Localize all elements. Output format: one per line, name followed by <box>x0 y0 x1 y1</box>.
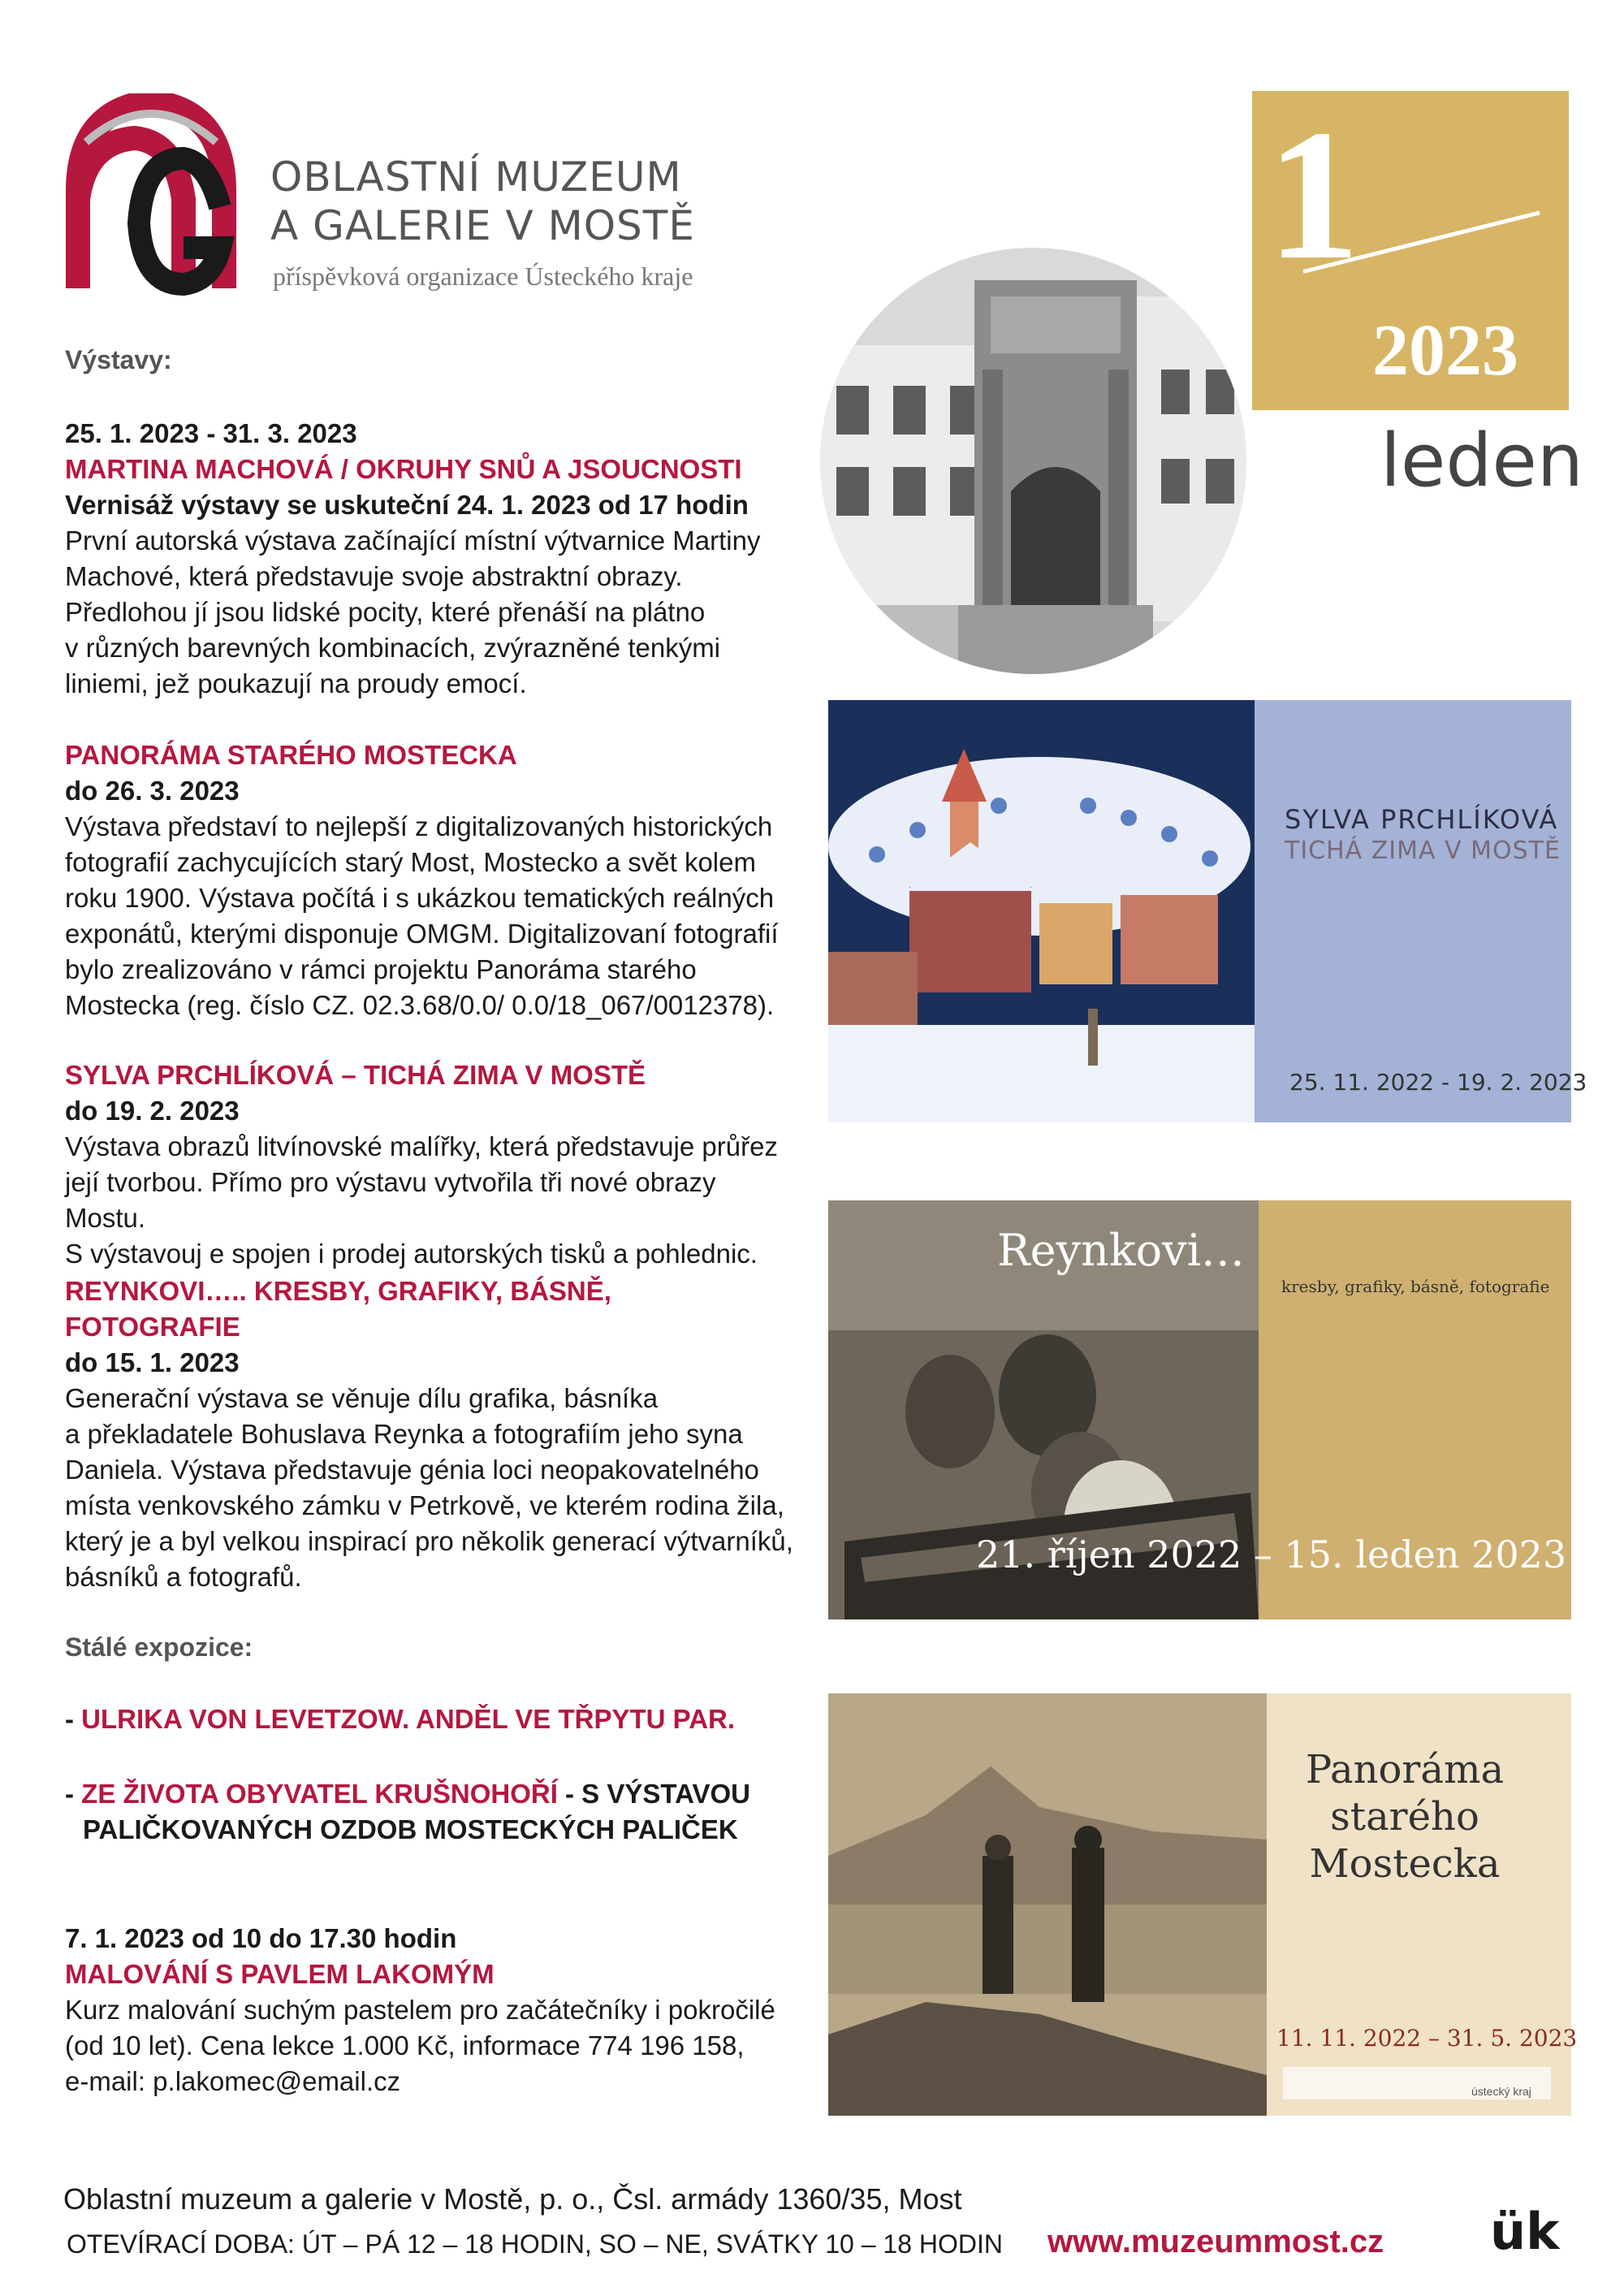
event-date: 7. 1. 2023 od 10 do 17.30 hodin <box>65 1923 457 1953</box>
exhibition-title: MARTINA MACHOVÁ / OKRUHY SNŮ A JSOUCNOSTI <box>65 454 742 484</box>
org-name-line2: A GALERIE V MOSTĚ <box>270 202 695 249</box>
poster-reynek-dates: 21. říjen 2022 – 15. leden 2023 <box>976 1533 1567 1576</box>
footer-hours: OTEVÍRACÍ DOBA: ÚT – PÁ 12 – 18 HODIN, SO – NE, SVÁTKY 10 – 18 HODIN <box>67 2229 1003 2259</box>
exhibition-desc-line: liniemi, jež poukazují na proudy emocí. <box>65 668 527 698</box>
exhibition-panorama <box>65 737 796 1023</box>
poster-winter-dates: 25. 11. 2022 - 19. 2. 2023 <box>1289 1069 1587 1096</box>
exhibition-desc-line: Daniela. Výstava představuje génia loci neopakovatelného <box>65 1455 759 1485</box>
issue-month: leden <box>1380 418 1583 504</box>
event-desc-line: (od 10 let). Cena lekce 1.000 Kč, informace 774 196 158, <box>65 2030 745 2060</box>
exhibition-date: do 26. 3. 2023 <box>65 776 240 806</box>
exhibition-title: SYLVA PRCHLÍKOVÁ – TICHÁ ZIMA V MOSTĚ <box>65 1060 646 1090</box>
permanent-item-suffix: - S VÝSTAVOU <box>557 1779 750 1809</box>
exhibition-desc-line: básníků a fotografů. <box>65 1562 302 1592</box>
exhibition-desc-line: Mostecka (reg. číslo CZ. 02.3.68/0.0/ 0.0/18_067/0012378). <box>65 990 775 1020</box>
exhibition-desc-line: exponátů, kterými disponuje OMGM. Digitalizovaní fotografií <box>65 919 779 949</box>
exhibition-desc-line: v různých barevných kombinacích, zvýrazněné tenkými <box>65 633 721 663</box>
exhibition-date: 25. 1. 2023 - 31. 3. 2023 <box>65 418 357 448</box>
poster-winter-artist: SYLVA PRCHLÍKOVÁ <box>1285 804 1559 835</box>
poster-reynek-subtitle: kresby, grafiky, básně, fotografie <box>1281 1277 1550 1296</box>
poster-reynek-title: Reynkovi… <box>997 1225 1245 1276</box>
event-desc-line: e-mail: p.lakomec@email.cz <box>65 2066 401 2096</box>
region-logo-text: ük <box>1490 2202 1560 2261</box>
permanent-label: Stálé expozice: <box>65 1632 253 1662</box>
permanent-item-krusnohori <box>65 1776 796 1848</box>
issue-year: 2023 <box>1372 310 1518 391</box>
exhibition-desc-line: a překladatele Bohuslava Reynka a fotografiím jeho syna <box>65 1419 743 1449</box>
exhibition-title: FOTOGRAFIE <box>65 1312 240 1342</box>
exhibition-prchlikova <box>65 1057 796 1272</box>
poster-panorama-dates: 11. 11. 2022 – 31. 5. 2023 <box>1276 2025 1578 2052</box>
poster-panorama-region: ústecký kraj <box>1471 2085 1531 2098</box>
exhibition-desc-line: fotografií zachycujících starý Most, Mostecko a svět kolem <box>65 847 756 877</box>
bullet-dash: - <box>65 1779 82 1809</box>
poster-winter-title: TICHÁ ZIMA V MOSTĚ <box>1285 837 1561 865</box>
event-title: MALOVÁNÍ S PAVLEM LAKOMÝM <box>65 1959 495 1989</box>
exhibition-machova <box>65 416 796 702</box>
exhibition-desc-line: Výstava obrazů litvínovské malířky, která představuje průřez <box>65 1131 778 1161</box>
permanent-item-line2: PALIČKOVANÝCH OZDOB MOSTECKÝCH PALIČEK <box>83 1814 738 1844</box>
org-subtitle: příspěvková organizace Ústeckého kraje <box>273 262 693 291</box>
exhibition-desc-line: její tvorbou. Přímo pro výstavu vytvořila tři nové obrazy Mostu. <box>65 1167 716 1233</box>
exhibition-desc-line: Machové, která představuje svoje abstraktní obrazy. <box>65 561 683 591</box>
exhibitions-label: Výstavy: <box>65 345 172 374</box>
permanent-item-text: ULRIKA VON LEVETZOW. ANDĚL VE TŘPYTU PAR. <box>81 1704 736 1734</box>
permanent-item-text: ZE ŽIVOTA OBYVATEL KRUŠNOHOŘÍ <box>81 1779 558 1809</box>
exhibition-desc-line: který je a byl velkou inspirací pro několik generací výtvarníků, <box>65 1526 793 1556</box>
org-name-line1: OBLASTNÍ MUZEUM <box>270 153 682 201</box>
exhibition-desc-line: S výstavouj e spojen i prodej autorských tisků a pohlednic. <box>65 1239 758 1269</box>
museum-logo-icon <box>62 93 240 296</box>
poster-panorama-title: Panoráma starého Mostecka <box>1305 1747 1505 1887</box>
exhibition-title: PANORÁMA STARÉHO MOSTECKA <box>65 740 517 770</box>
exhibition-desc-line: Generační výstava se věnuje dílu grafika, básníka <box>65 1383 659 1413</box>
bullet-dash: - <box>65 1704 82 1734</box>
event-painting <box>65 1921 796 2099</box>
website-link[interactable]: www.muzeummost.cz <box>1047 2224 1384 2259</box>
exhibition-reynek <box>65 1273 796 1595</box>
poster-winter <box>828 700 1571 1122</box>
issue-number: 1 <box>1267 91 1360 298</box>
exhibition-desc-line: místa venkovského zámku v Petrkově, ve kterém rodina žila, <box>65 1490 784 1520</box>
exhibition-desc-line: bylo zrealizováno v rámci projektu Panoráma starého <box>65 954 697 984</box>
region-logo-icon <box>1490 2202 1571 2261</box>
event-desc-line: Kurz malování suchým pastelem pro začátečníky i pokročilé <box>65 1995 775 2025</box>
exhibition-desc-line: Výstava představí to nejlepší z digitalizovaných historických <box>65 811 773 841</box>
permanent-item-levetzow <box>65 1701 796 1737</box>
museum-building-photo <box>820 248 1246 674</box>
exhibition-date: do 15. 1. 2023 <box>65 1347 240 1377</box>
footer-address: Oblastní muzeum a galerie v Mostě, p. o., Čsl. armády 1360/35, Most <box>63 2182 962 2216</box>
exhibition-title: REYNKOVI….. KRESBY, GRAFIKY, BÁSNĚ, <box>65 1276 611 1306</box>
exhibition-desc-line: roku 1900. Výstava počítá i s ukázkou tematických reálných <box>65 883 775 913</box>
exhibition-desc-line: Předlohou jí jsou lidské pocity, které přenáší na plátno <box>65 597 706 627</box>
exhibition-date: do 19. 2. 2023 <box>65 1096 240 1126</box>
exhibition-desc-line: První autorská výstava začínající místní výtvarnice Martiny <box>65 525 761 556</box>
exhibition-vernissage: Vernisáž výstavy se uskuteční 24. 1. 2023 od 17 hodin <box>65 490 749 520</box>
org-name <box>270 153 695 250</box>
